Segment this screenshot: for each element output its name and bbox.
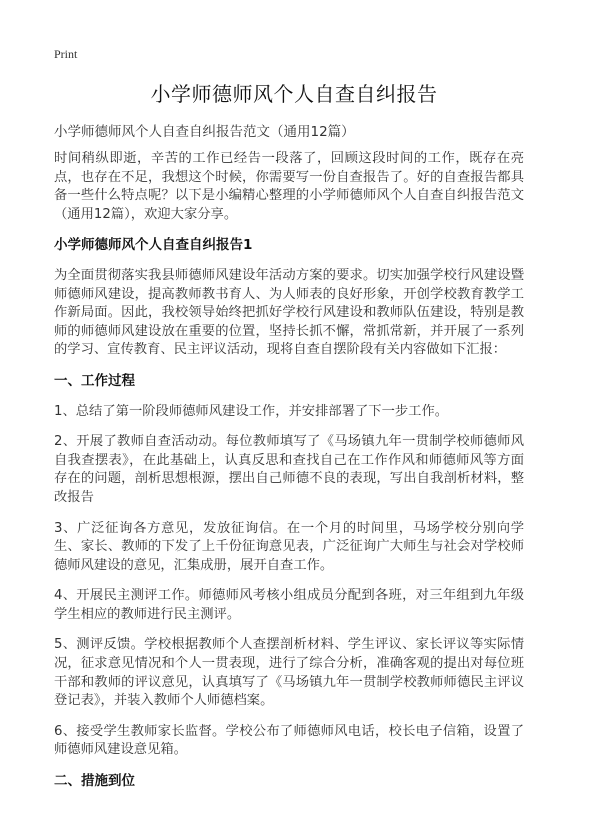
print-label[interactable]: Print	[54, 47, 78, 61]
document-body	[54, 150, 524, 803]
section-work-process-heading: 一、工作过程	[54, 372, 135, 389]
list-item: 2、开展了教师自查活动动。每位教师填写了《马场镇九年一贯制学校师德师风自我查摆表》，在此基础上，认真反思和查找自己在工作作风和师德师风等方面存在的问题，剖析思想根源，摆出自己师德不良的表现，写出自我剖析材料，整改报告	[54, 434, 524, 505]
list-item: 6、接受学生教师家长监督。学校公布了师德师风电话，校长电子信箱，设置了师德师风建设意见箱。	[54, 723, 524, 758]
report-1-paragraph: 为全面贯彻落实我县师德师风建设年活动方案的要求。切实加强学校行风建设暨师德师风建设，提高教师教书育人、为人师表的良好形象，开创学校教育教学工作新局面。因此，我校领导始终把抓好学校行风建设和教师队伍建设，特别是教师的师德师风建设放在重要的位置，坚持长抓不懈，常抓常新，并开展了一系列的学习、宣传教育、民主评议活动，现将自查自摆阶段有关内容做如下汇报：	[54, 267, 524, 358]
document-subtitle: 小学师德师风个人自查自纠报告范文（通用12篇）	[54, 124, 355, 140]
list-item: 5、测评反馈。学校根据教师个人查摆剖析材料、学生评议、家长评议等实际情况，征求意见情况和个人一贯表现，进行了综合分析，准确客观的提出对每位班干部和教师的评议意见，认真填写了《马场镇九年一贯制学校教师师德民主评议登记表》，并装入教师个人师德档案。	[54, 637, 524, 709]
list-item: 1、总结了第一阶段师德师风建设工作，并安排部署了下一步工作。	[54, 403, 449, 419]
list-item: 3、广泛征询各方意见，发放征询信。在一个月的时间里，马场学校分别向学生、家长、教师的下发了上千份征询意见表，广泛征询广大师生与社会对学校师德师风建设的意见，汇集成册，展开自查工作。	[54, 520, 524, 573]
intro-paragraph: 时间稍纵即逝，辛苦的工作已经告一段落了，回顾这段时间的工作，既存在亮点，也存在不足，我想这个时候，你需要写一份自查报告了。好的自查报告都具备一些什么特点呢？以下是小编精心整理的小学师德师风个人自查自纠报告范文（通用12篇），欢迎大家分享。	[54, 151, 524, 222]
report-1-heading: 小学师德师风个人自查自纠报告1	[54, 237, 253, 254]
list-item: 4、开展民主测评工作。师德师风考核小组成员分配到各班，对三年组到九年级学生相应的教师进行民主测评。	[54, 588, 524, 622]
section-measures-heading: 二、措施到位	[54, 773, 135, 790]
document-title: 小学师德师风个人自查自纠报告	[150, 82, 438, 106]
